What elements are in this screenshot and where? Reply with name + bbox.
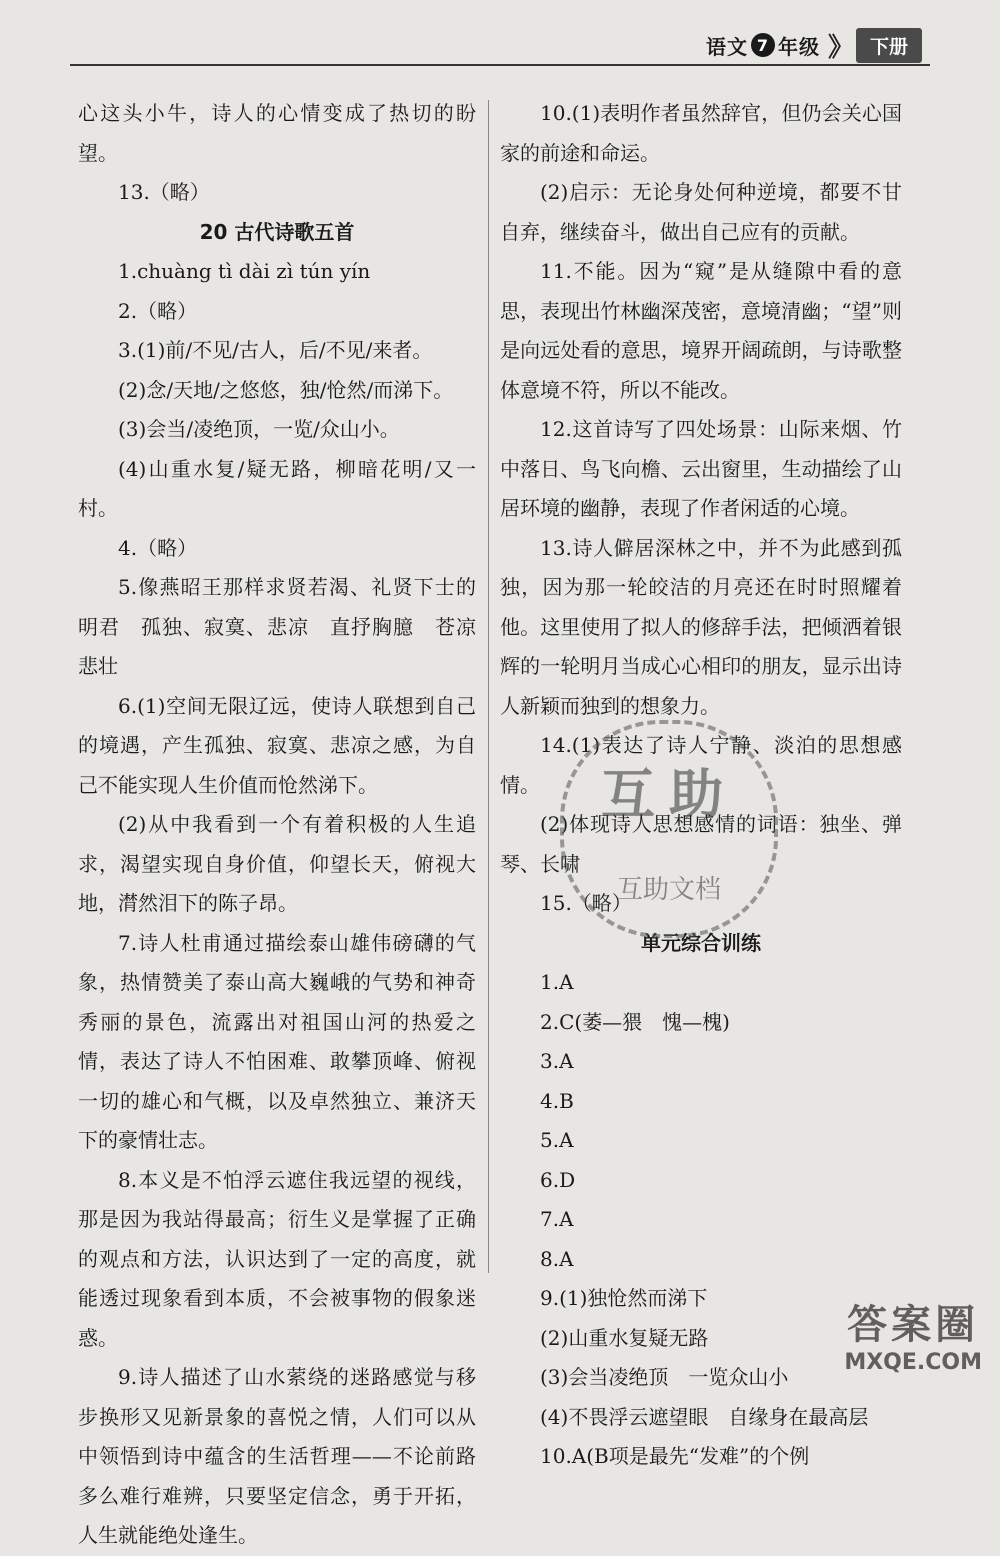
answer-paragraph: 6.D: [540, 1167, 576, 1192]
answer-paragraph: 10.(1)表明作者虽然辞官，但仍会关心国家的前途和命运。: [500, 101, 902, 165]
answer-paragraph: (2)山重水复疑无路: [540, 1325, 709, 1350]
answer-paragraph: (3)会当/凌绝顶，一览/众山小。: [118, 417, 400, 441]
answer-paragraph: 15.（略）: [540, 891, 632, 915]
subject-grade-title: [706, 31, 820, 60]
watermark-domain: MXQE.COM: [844, 1350, 982, 1375]
watermark-logo-text: 答案圈: [847, 1302, 980, 1348]
answer-paragraph: 5.像燕昭王那样求贤若渴、礼贤下士的明君 孤独、寂寞、悲凉 直抒胸臆 苍凉悲壮: [78, 575, 476, 678]
answer-paragraph: 1.A: [540, 970, 574, 994]
answer-paragraph: 4.B: [540, 1088, 574, 1113]
answer-paragraph: 2.C(萎—猥 愧—槐): [540, 1009, 730, 1034]
grade-label: 年级: [777, 34, 820, 59]
answer-paragraph: (2)启示：无论身处何种逆境，都要不甘自弃，继续奋斗，做出自己应有的贡献。: [500, 180, 902, 244]
answer-paragraph: 4.（略）: [118, 535, 198, 560]
answer-paragraph: 2.（略）: [118, 298, 198, 323]
answer-paragraph: 7.诗人杜甫通过描绘泰山雄伟磅礴的气象，热情赞美了泰山高大巍峨的气势和神奇秀丽的景色，流露出对祖国山河的热爱之情，表达了诗人不怕困难、敢攀顶峰、俯视一切的雄心和气概，以及卓然独立、兼济天下的豪情壮志。: [78, 930, 476, 1152]
answer-paragraph: 3.(1)前/不见/古人，后/不见/来者。: [118, 338, 433, 362]
subject-label: 语文: [705, 34, 748, 59]
answer-paragraph: 9.诗人描述了山水萦绕的迷路感觉与移步换形又见新景象的喜悦之情，人们可以从中领悟到诗中蕴含的生活哲理——不论前路多么难行难辨，只要坚定信念，勇于开拓，人生就能绝处逢生。: [78, 1365, 476, 1547]
stamp-main-text: 互助: [601, 763, 737, 826]
section-heading: 20 古代诗歌五首: [199, 219, 355, 244]
answer-paragraph: (4)不畏浮云遮望眼 自缘身在最高层: [540, 1404, 869, 1429]
stamp-sub-text: 互助文档: [616, 875, 721, 905]
answer-paragraph: (2)念/天地/之悠悠，独/怆然/而涕下。: [118, 377, 454, 402]
answer-paragraph: 7.A: [540, 1207, 574, 1231]
answer-paragraph: (4)山重水复/疑无路，柳暗花明/又一村。: [78, 456, 476, 520]
answer-paragraph: 3.A: [540, 1049, 574, 1073]
answer-paragraph: (2)从中我看到一个有着积极的人生追求，渴望实现自身价值，仰望长天，俯视大地，潸然泪下的陈子昂。: [78, 812, 476, 915]
answer-paragraph: 5.A: [540, 1128, 574, 1152]
answer-paragraph: 心这头小牛，诗人的心情变成了热切的盼望。: [78, 101, 476, 165]
answer-paragraph: 8.A: [540, 1246, 574, 1271]
answer-paragraph: 6.(1)空间无限辽远，使诗人联想到自己的境遇，产生孤独、寂寞、悲凉之感，为自己不能实现人生价值而怆然涕下。: [78, 693, 476, 797]
answer-paragraph: 13.诗人僻居深林之中，并不为此感到孤独，因为那一轮皎洁的月亮还在时时照耀着他。这里使用了拟人的修辞手法，把倾洒着银辉的一轮明月当成心心相印的朋友，显示出诗人新颖而独到的想象力。: [500, 535, 902, 718]
left-column: [78, 94, 476, 1556]
volume-tag: 下册: [856, 28, 922, 63]
section-heading: 单元综合训练: [641, 930, 761, 955]
site-watermark: [844, 1293, 982, 1375]
chevron-right-icon: 》: [827, 32, 848, 63]
answer-paragraph: 10.A(B项是最先“发难”的个例: [540, 1444, 810, 1468]
answer-paragraph: (2)体现诗人思想感情的词语：独坐、弹琴、长啸: [500, 812, 902, 876]
answer-paragraph: 9.(1)独怆然而涕下: [540, 1286, 708, 1310]
answer-paragraph: 1.chuàng tì dài zì tún yín: [118, 259, 371, 283]
page-header: [706, 28, 922, 62]
grade-number-badge: 7: [751, 33, 775, 57]
column-divider: [488, 100, 489, 1273]
answer-paragraph: 11.不能。因为“窥”是从缝隙中看的意思，表现出竹林幽深茂密，意境清幽；“望”则是向远处看的意思，境界开阔疏朗，与诗歌整体意境不符，所以不能改。: [500, 259, 902, 402]
stamp-seal: [560, 720, 778, 938]
header-rule: [70, 64, 930, 66]
answer-paragraph: (3)会当凌绝顶 一览众山小: [540, 1365, 789, 1389]
answer-paragraph: 14.(1)表达了诗人宁静、淡泊的思想感情。: [500, 733, 902, 797]
answer-paragraph: 8.本义是不怕浮云遮住我远望的视线，那是因为我站得最高；衍生义是掌握了正确的观点和方法，认识达到了一定的高度，就能透过现象看到本质，不会被事物的假象迷惑。: [78, 1167, 476, 1350]
answer-paragraph: 12.这首诗写了四处场景：山际来烟、竹中落日、鸟飞向檐、云出窗里，生动描绘了山居环境的幽静，表现了作者闲适的心境。: [500, 417, 902, 520]
answer-paragraph: 13.（略）: [118, 180, 210, 204]
